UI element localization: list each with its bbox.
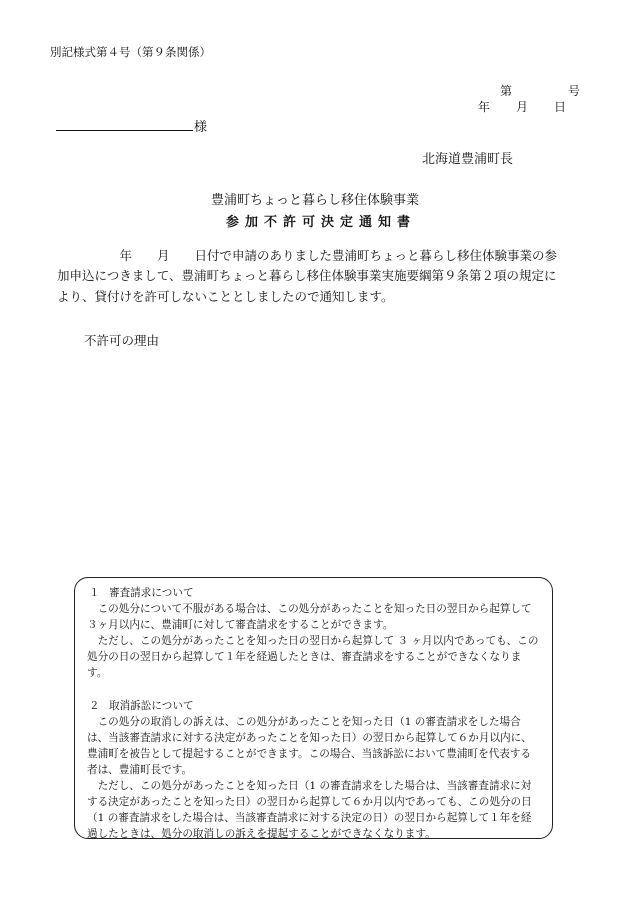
number-suffix: 号 bbox=[568, 84, 581, 98]
section-heading bbox=[87, 585, 540, 601]
section-number: １ bbox=[89, 587, 100, 599]
date-month: 月 bbox=[516, 100, 529, 114]
body-text bbox=[57, 246, 577, 307]
section-title: 取消訴訟について bbox=[109, 699, 194, 712]
addressee-suffix: 様 bbox=[194, 120, 208, 135]
section-paragraph: この処分の取消しの訴えは、この処分があったことを知った日（1 の審査請求をした場合は、当該審査請求に対する決定があったことを知った日）の翌日から起算して６か月以内に、豊浦町を被告として提起することができます。この場合、当該訴訟において豊浦町を代表する者は、豊浦町長です。 bbox=[87, 715, 532, 776]
date-day: 日 bbox=[554, 100, 567, 114]
document-date bbox=[478, 98, 566, 116]
form-label: 別記様式第４号（第９条関係） bbox=[50, 45, 211, 59]
body-line: 年 月 日付で申請のありました豊浦町ちょっと暮らし移住体験事業の参 bbox=[57, 248, 558, 263]
body-line: より、貸付けを許可しないこととしましたので通知します。 bbox=[57, 288, 394, 304]
appeal-notice-box bbox=[74, 577, 553, 839]
section-title: 審査請求について bbox=[109, 587, 194, 599]
reason-label: 不許可の理由 bbox=[84, 333, 160, 348]
number-prefix: 第 bbox=[500, 84, 513, 98]
document-subtitle: 参加不許可決定通知書 bbox=[225, 215, 416, 230]
section-heading bbox=[87, 698, 540, 714]
section-paragraph: この処分について不服がある場合は、この処分があったことを知った日の翌日から起算して３ヶ月以内に、豊浦町に対して審査請求をすることができます。 bbox=[87, 603, 532, 632]
issuer: 北海道豊浦町長 bbox=[422, 152, 514, 167]
section-paragraph: ただし、この処分があったことを知った日（1 の審査請求をした場合は、当該審査請求に対する決定があったことを知った日）の翌日から起算して６か月以内であっても、この処分の日（1 の審査請求をした場合は、当該審査請求に対する決定の日）の翌日から起算して１年を経過したときは、処分の取消しの訴えを提起することができなくなります。 bbox=[87, 780, 532, 841]
addressee-line bbox=[56, 130, 193, 131]
body-line: 加申込につきまして、豊浦町ちょっと暮らし移住体験事業実施要綱第９条第２項の規定に bbox=[57, 268, 557, 284]
section-paragraph: ただし、この処分があったことを知った日の翌日から起算して ３ ヶ月以内であっても、この処分の日の翌日から起算して１年を経過したときは、審査請求をすることができなくなります。 bbox=[87, 635, 539, 680]
document-title: 豊浦町ちょっと暮らし移住体験事業 bbox=[210, 193, 419, 208]
section-number: ２ bbox=[89, 699, 100, 712]
date-year: 年 bbox=[478, 100, 491, 114]
